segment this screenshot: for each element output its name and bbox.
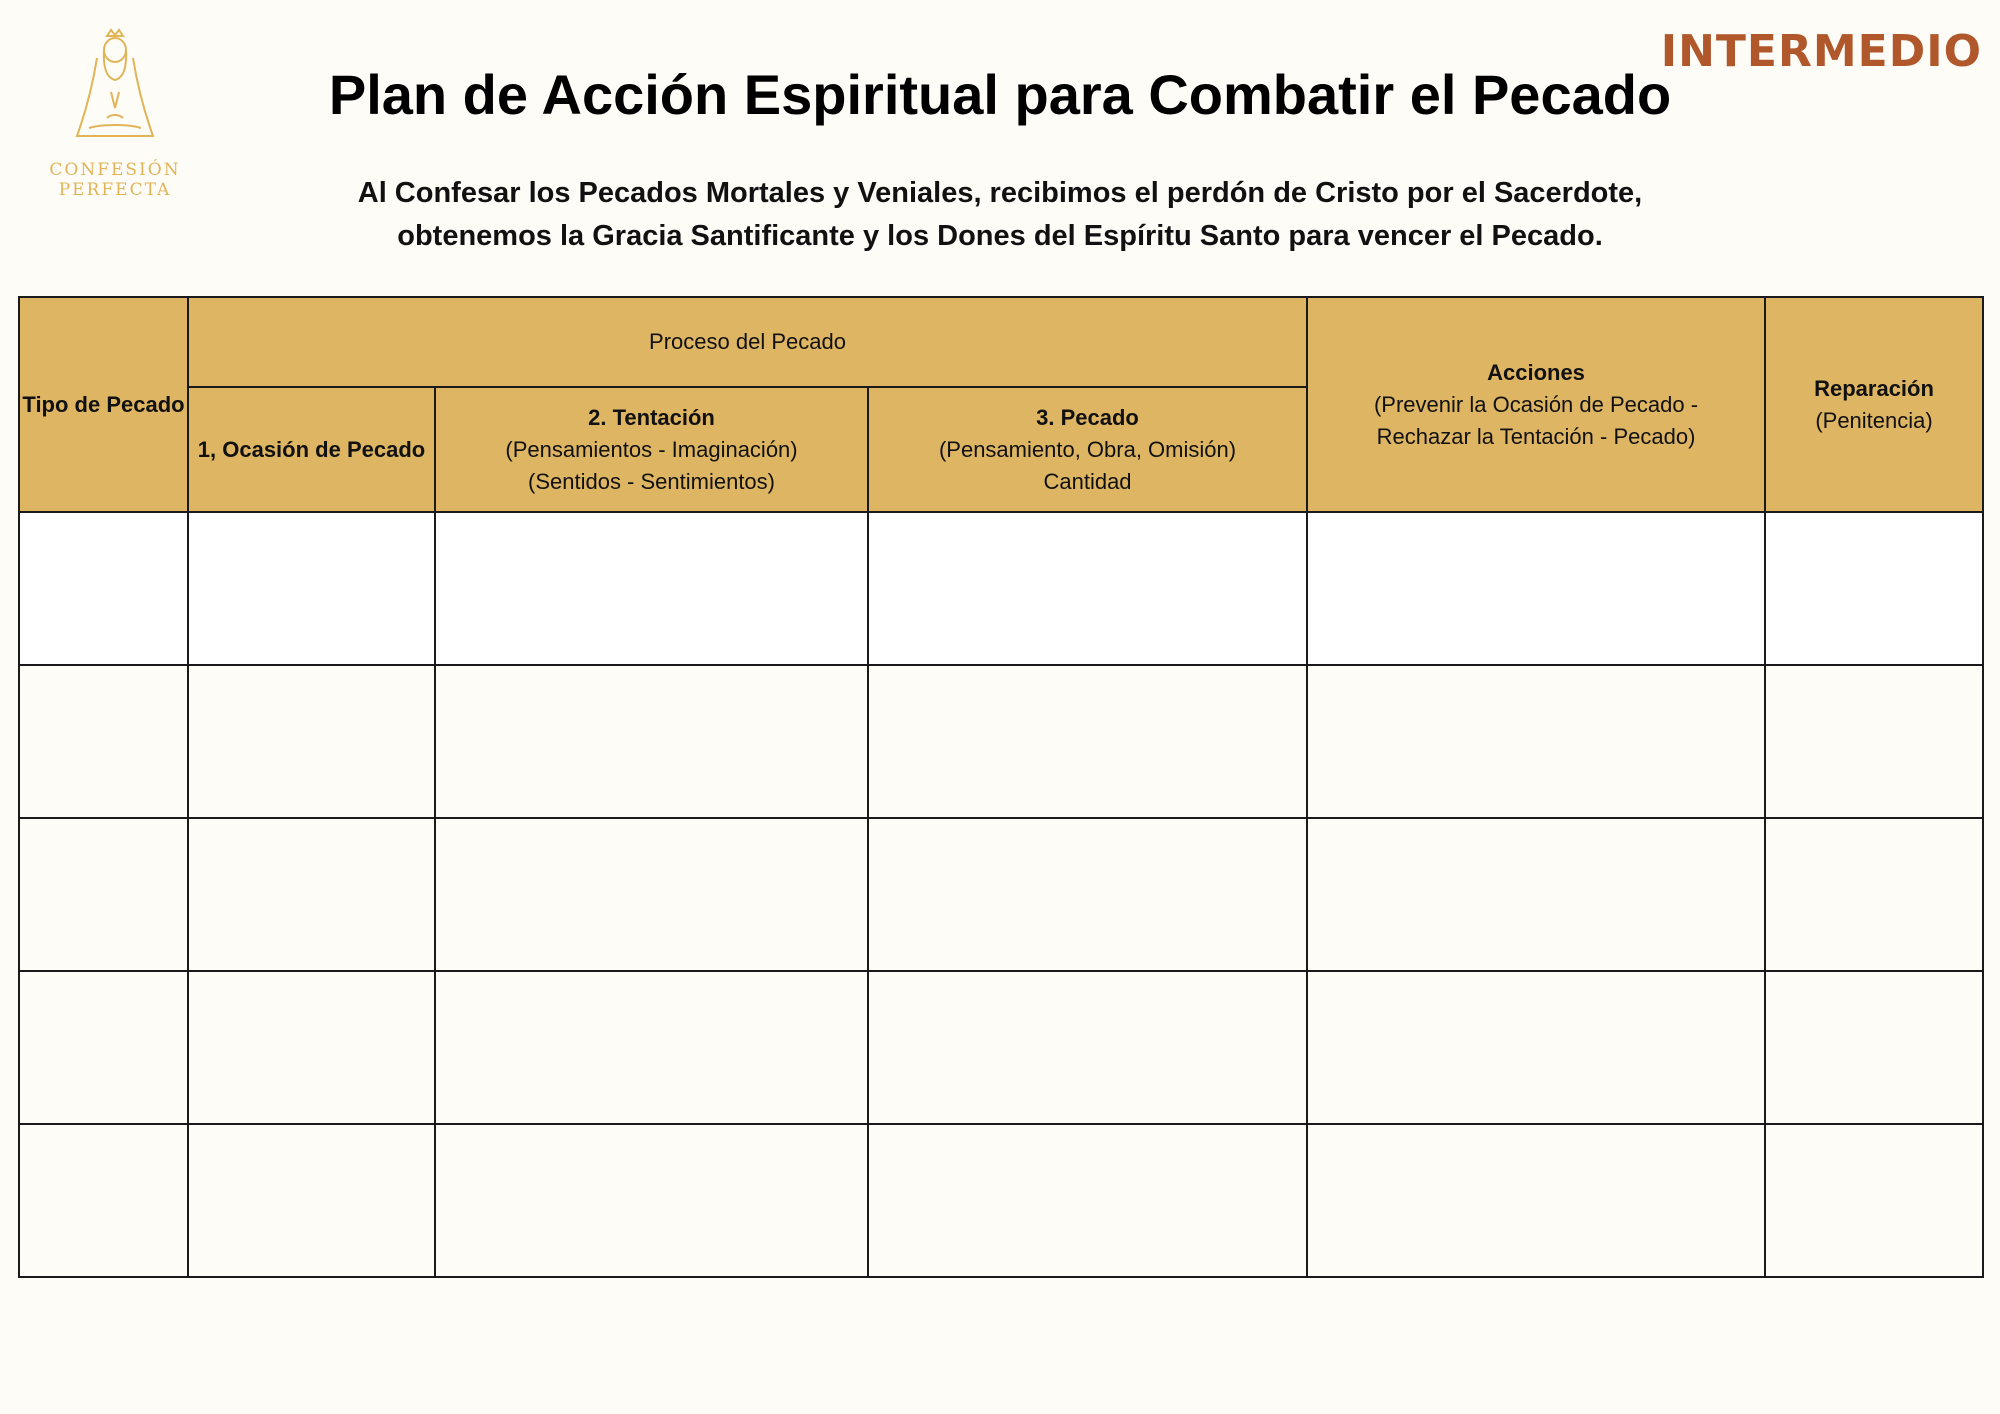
table-cell[interactable]	[188, 818, 435, 971]
table-cell[interactable]	[435, 512, 868, 665]
table-cell[interactable]	[1765, 818, 1983, 971]
table-cell[interactable]	[1307, 512, 1765, 665]
table-cell[interactable]	[188, 1124, 435, 1277]
header-ocasion	[188, 387, 435, 512]
table-cell[interactable]	[188, 512, 435, 665]
header-tentacion-line-2: (Sentidos - Sentimientos)	[528, 468, 775, 494]
table-cell[interactable]	[19, 512, 188, 665]
table-row	[19, 818, 1983, 971]
action-plan-table	[18, 296, 1984, 1278]
header-pecado-title: 3. Pecado	[1036, 404, 1139, 430]
table-cell[interactable]	[435, 665, 868, 818]
page-title: Plan de Acción Espiritual para Combatir el Pecado	[328, 63, 1672, 126]
header-tentacion-line-1: (Pensamientos - Imaginación)	[505, 436, 798, 462]
header-reparacion-line-1: (Penitencia)	[1815, 407, 1933, 433]
header-acciones	[1307, 297, 1765, 512]
table-row	[19, 1124, 1983, 1277]
table-row	[19, 665, 1983, 818]
table-cell[interactable]	[868, 512, 1307, 665]
table-cell[interactable]	[19, 1124, 188, 1277]
header-pecado-line-1: (Pensamiento, Obra, Omisión)	[938, 436, 1237, 462]
header-reparacion-title: Reparación	[1814, 375, 1934, 401]
table-cell[interactable]	[1307, 1124, 1765, 1277]
header-acciones-title: Acciones	[1487, 359, 1585, 385]
subtitle-line-2: obtenemos la Gracia Santificante y los Dones del Espíritu Santo para vencer el Pecado.	[397, 220, 1603, 252]
level-badge: INTERMEDIO	[1660, 26, 1982, 77]
table-cell[interactable]	[435, 971, 868, 1124]
table-body	[19, 512, 1983, 1277]
table-cell[interactable]	[868, 1124, 1307, 1277]
table-cell[interactable]	[868, 665, 1307, 818]
table-cell[interactable]	[188, 665, 435, 818]
table-cell[interactable]	[1307, 818, 1765, 971]
table-cell[interactable]	[868, 818, 1307, 971]
header-pecado-line-2: Cantidad	[1043, 468, 1132, 494]
table-row	[19, 512, 1983, 665]
header-reparacion	[1765, 297, 1983, 512]
header-ocasion-title: 1, Ocasión de Pecado	[197, 436, 426, 462]
table-cell[interactable]	[435, 1124, 868, 1277]
header-acciones-line-2: Rechazar la Tentación - Pecado)	[1376, 423, 1696, 449]
header-tentacion	[435, 387, 868, 512]
header-tentacion-title: 2. Tentación	[588, 404, 715, 430]
subtitle-line-1: Al Confesar los Pecados Mortales y Veniales, recibimos el perdón de Cristo por el Sacerdote,	[357, 177, 1643, 209]
header-proceso-del-pecado: Proceso del Pecado	[188, 297, 1307, 387]
page-subtitle	[240, 172, 1760, 258]
table-cell[interactable]	[1307, 665, 1765, 818]
logo-text: CONFESIÓN PERFECTA	[49, 160, 181, 200]
table-row	[19, 971, 1983, 1124]
table-cell[interactable]	[1765, 971, 1983, 1124]
table-cell[interactable]	[1765, 512, 1983, 665]
table-cell[interactable]	[868, 971, 1307, 1124]
table-cell[interactable]	[19, 818, 188, 971]
table-cell[interactable]	[188, 971, 435, 1124]
header-tipo-title: Tipo de Pecado	[22, 391, 185, 417]
table-cell[interactable]	[19, 971, 188, 1124]
table-cell[interactable]	[1765, 665, 1983, 818]
table-cell[interactable]	[19, 665, 188, 818]
table-cell[interactable]	[435, 818, 868, 971]
table-cell[interactable]	[1307, 971, 1765, 1124]
table-cell[interactable]	[1765, 1124, 1983, 1277]
header-pecado	[868, 387, 1307, 512]
header-acciones-line-1: (Prevenir la Ocasión de Pecado -	[1373, 391, 1699, 417]
header-tipo-de-pecado	[19, 297, 188, 512]
